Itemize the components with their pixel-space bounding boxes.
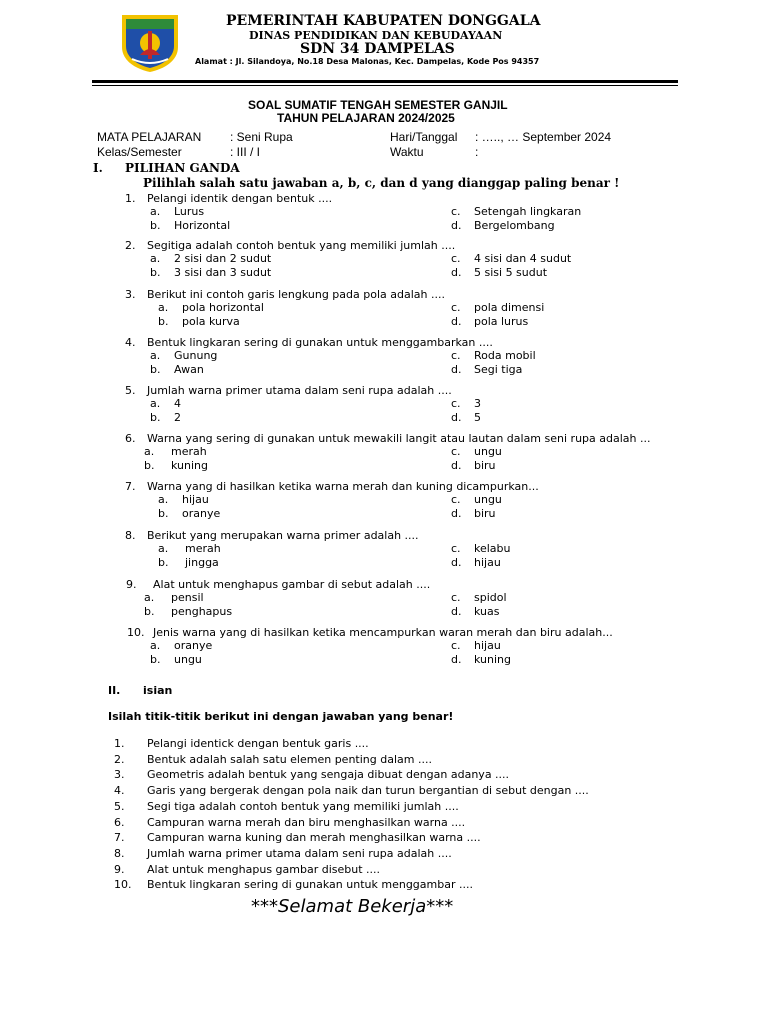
subject-label: MATA PELAJARAN bbox=[97, 130, 202, 144]
option-text-d: Segi tiga bbox=[474, 363, 523, 376]
option-label-b: b. bbox=[158, 507, 169, 520]
option-label-c: c. bbox=[451, 205, 461, 218]
section1-instruction: Pilihlah salah satu jawaban a, b, c, dan d yang dianggap paling benar ! bbox=[143, 176, 620, 190]
header-rule-thin bbox=[92, 85, 678, 86]
option-text-c: pola dimensi bbox=[474, 301, 545, 314]
option-label-a: a. bbox=[158, 542, 169, 555]
question-number: 8. bbox=[125, 529, 136, 542]
fill-number: 6. bbox=[114, 815, 125, 829]
fill-number: 9. bbox=[114, 862, 125, 876]
option-label-d: d. bbox=[451, 266, 462, 279]
option-text-c: 4 sisi dan 4 sudut bbox=[474, 252, 572, 265]
option-text-c: Roda mobil bbox=[474, 349, 536, 362]
option-text-d: pola lurus bbox=[474, 315, 529, 328]
option-label-d: d. bbox=[451, 556, 462, 569]
section2-title: isian bbox=[143, 684, 173, 697]
option-label-b: b. bbox=[158, 556, 169, 569]
exam-year: TAHUN PELAJARAN 2024/2025 bbox=[277, 111, 455, 125]
option-label-a: a. bbox=[150, 205, 161, 218]
option-text-a: hijau bbox=[182, 493, 209, 506]
fill-text: Pelangi identick dengan bentuk garis .... bbox=[147, 737, 369, 750]
question-text: Alat untuk menghapus gambar di sebut adalah .... bbox=[153, 578, 431, 591]
option-text-d: 5 bbox=[474, 411, 481, 424]
option-label-a: a. bbox=[158, 493, 169, 506]
option-text-a: Gunung bbox=[174, 349, 218, 362]
option-label-b: b. bbox=[144, 459, 155, 472]
fill-number: 7. bbox=[114, 831, 125, 845]
option-label-c: c. bbox=[451, 252, 461, 265]
fill-text: Segi tiga adalah contoh bentuk yang memiliki jumlah .... bbox=[147, 799, 459, 813]
option-text-c: ungu bbox=[474, 445, 502, 458]
option-text-a: merah bbox=[185, 542, 221, 555]
question-text: Segitiga adalah contoh bentuk yang memiliki jumlah .... bbox=[147, 239, 456, 252]
option-label-d: d. bbox=[451, 315, 462, 328]
option-label-c: c. bbox=[451, 349, 461, 362]
fill-number: 8. bbox=[114, 846, 125, 860]
option-label-b: b. bbox=[150, 363, 161, 376]
option-text-b: kuning bbox=[171, 459, 208, 472]
option-text-b: penghapus bbox=[171, 605, 233, 618]
option-label-b: b. bbox=[158, 315, 169, 328]
option-label-b: b. bbox=[150, 219, 161, 232]
fill-text: Alat untuk menghapus gambar disebut .... bbox=[147, 862, 381, 876]
option-text-b: Awan bbox=[174, 363, 204, 376]
option-label-c: c. bbox=[451, 639, 461, 652]
fill-text: Campuran warna merah dan biru menghasilkan warna .... bbox=[147, 815, 466, 829]
exam-title: SOAL SUMATIF TENGAH SEMESTER GANJIL bbox=[248, 98, 508, 112]
question-text: Bentuk lingkaran sering di gunakan untuk menggambarkan .... bbox=[147, 336, 493, 349]
fill-number: 5. bbox=[114, 799, 125, 813]
option-text-b: Horizontal bbox=[174, 219, 231, 232]
option-label-c: c. bbox=[451, 493, 461, 506]
option-text-d: 5 sisi 5 sudut bbox=[474, 266, 548, 279]
option-label-d: d. bbox=[451, 363, 462, 376]
option-text-c: spidol bbox=[474, 591, 507, 604]
option-text-d: biru bbox=[474, 507, 496, 520]
question-number: 9. bbox=[126, 578, 137, 591]
option-text-d: kuas bbox=[474, 605, 500, 618]
section1-title: PILIHAN GANDA bbox=[125, 161, 240, 175]
option-text-a: oranye bbox=[174, 639, 213, 652]
date-value: : ….., … September 2024 bbox=[475, 130, 612, 144]
fill-number: 3. bbox=[114, 768, 125, 782]
option-label-b: b. bbox=[144, 605, 155, 618]
option-label-a: a. bbox=[158, 301, 169, 314]
option-label-a: a. bbox=[150, 397, 161, 410]
question-number: 3. bbox=[125, 288, 136, 301]
fill-text: Bentuk adalah salah satu elemen penting dalam .... bbox=[147, 752, 432, 766]
header-address: Alamat : Jl. Silandoya, No.18 Desa Malonas, Kec. Dampelas, Kode Pos 94357 bbox=[195, 57, 540, 66]
option-text-d: biru bbox=[474, 459, 496, 472]
option-text-b: pola kurva bbox=[182, 315, 240, 328]
option-text-a: pensil bbox=[171, 591, 204, 604]
header-department: DINAS PENDIDIKAN DAN KEBUDAYAAN bbox=[249, 29, 503, 42]
section1-number: I. bbox=[93, 161, 103, 175]
option-label-a: a. bbox=[144, 445, 155, 458]
fill-text: Bentuk lingkaran sering di gunakan untuk menggambar .... bbox=[147, 878, 473, 892]
option-text-b: 2 bbox=[174, 411, 181, 424]
option-text-d: kuning bbox=[474, 653, 511, 666]
option-text-b: 3 sisi dan 3 sudut bbox=[174, 266, 272, 279]
fill-text: Geometris adalah bentuk yang sengaja dibuat dengan adanya .... bbox=[147, 768, 510, 782]
option-label-d: d. bbox=[451, 507, 462, 520]
fill-number: 1. bbox=[114, 737, 125, 750]
fill-text: Garis yang bergerak dengan pola naik dan turun bergantian di sebut dengan .... bbox=[147, 784, 589, 798]
option-text-c: hijau bbox=[474, 639, 501, 652]
section2-instruction: Isilah titik-titik berikut ini dengan jawaban yang benar! bbox=[108, 710, 454, 723]
option-text-c: ungu bbox=[474, 493, 502, 506]
option-label-a: a. bbox=[144, 591, 155, 604]
option-label-d: d. bbox=[451, 459, 462, 472]
question-number: 1. bbox=[125, 192, 136, 205]
option-label-a: a. bbox=[150, 349, 161, 362]
fill-number: 10. bbox=[114, 878, 132, 892]
closing-message: ***Selamat Bekerja*** bbox=[251, 896, 454, 917]
question-text: Berikut ini contoh garis lengkung pada pola adalah .... bbox=[147, 288, 445, 301]
option-text-b: oranye bbox=[182, 507, 221, 520]
district-logo bbox=[118, 13, 182, 73]
fill-text: Campuran warna kuning dan merah menghasilkan warna .... bbox=[147, 831, 481, 845]
option-label-c: c. bbox=[451, 397, 461, 410]
question-text: Jumlah warna primer utama dalam seni rupa adalah .... bbox=[147, 384, 452, 397]
question-text: Pelangi identik dengan bentuk .... bbox=[147, 192, 333, 205]
option-text-c: kelabu bbox=[474, 542, 511, 555]
option-text-c: 3 bbox=[474, 397, 481, 410]
subject-value: : Seni Rupa bbox=[230, 130, 293, 144]
question-number: 5. bbox=[125, 384, 136, 397]
option-label-c: c. bbox=[451, 542, 461, 555]
question-number: 2. bbox=[125, 239, 136, 252]
option-label-a: a. bbox=[150, 252, 161, 265]
fill-text: Jumlah warna primer utama dalam seni rupa adalah .... bbox=[147, 846, 452, 860]
option-label-d: d. bbox=[451, 605, 462, 618]
option-label-d: d. bbox=[451, 411, 462, 424]
header-government: PEMERINTAH KABUPATEN DONGGALA bbox=[226, 13, 541, 29]
question-text: Berikut yang merupakan warna primer adalah .... bbox=[147, 529, 419, 542]
question-number: 6. bbox=[125, 432, 136, 445]
option-label-b: b. bbox=[150, 653, 161, 666]
option-label-c: c. bbox=[451, 445, 461, 458]
class-label: Kelas/Semester bbox=[97, 145, 182, 159]
header-rule-thick bbox=[92, 80, 678, 83]
option-text-a: merah bbox=[171, 445, 207, 458]
date-label: Hari/Tanggal bbox=[390, 130, 458, 144]
option-text-b: ungu bbox=[174, 653, 202, 666]
time-value: : bbox=[475, 145, 479, 159]
fill-number: 4. bbox=[114, 784, 125, 798]
time-label: Waktu bbox=[390, 145, 424, 159]
question-number: 4. bbox=[125, 336, 136, 349]
option-label-d: d. bbox=[451, 653, 462, 666]
question-text: Jenis warna yang di hasilkan ketika mencampurkan waran merah dan biru adalah... bbox=[153, 626, 613, 639]
option-label-b: b. bbox=[150, 266, 161, 279]
option-label-a: a. bbox=[150, 639, 161, 652]
fill-number: 2. bbox=[114, 752, 125, 766]
option-text-a: pola horizontal bbox=[182, 301, 264, 314]
option-label-b: b. bbox=[150, 411, 161, 424]
option-text-a: Lurus bbox=[174, 205, 205, 218]
option-label-c: c. bbox=[451, 591, 461, 604]
option-text-a: 4 bbox=[174, 397, 181, 410]
class-value: : III / I bbox=[230, 145, 261, 159]
section2-number: II. bbox=[108, 684, 121, 697]
header-school: SDN 34 DAMPELAS bbox=[300, 41, 455, 57]
question-number: 7. bbox=[125, 480, 136, 493]
question-text: Warna yang sering di gunakan untuk mewakili langit atau lautan dalam seni rupa adalah ... bbox=[147, 432, 651, 445]
option-label-d: d. bbox=[451, 219, 462, 232]
question-number: 10. bbox=[127, 626, 145, 639]
option-text-a: 2 sisi dan 2 sudut bbox=[174, 252, 272, 265]
option-text-c: Setengah lingkaran bbox=[474, 205, 582, 218]
option-text-b: jingga bbox=[185, 556, 219, 569]
option-label-c: c. bbox=[451, 301, 461, 314]
question-text: Warna yang di hasilkan ketika warna merah dan kuning dicampurkan... bbox=[147, 480, 539, 493]
option-text-d: Bergelombang bbox=[474, 219, 555, 232]
option-text-d: hijau bbox=[474, 556, 501, 569]
